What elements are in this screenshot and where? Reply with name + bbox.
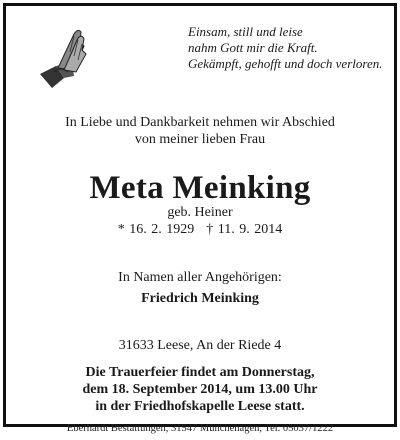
death-date: † 11. 9. 2014 (206, 222, 283, 237)
mourners-intro: In Namen aller Angehörigen: (118, 270, 282, 285)
praying-hands-icon (34, 22, 94, 90)
funeral-info (6, 364, 394, 415)
obituary-notice (3, 3, 397, 427)
verse-line: Gekämpft, gehofft und doch verloren. (188, 56, 383, 71)
funeral-home-footer: Eberhardt Bestattungen, 31547 Münchehagen, Tel. 05037/1222 (66, 423, 334, 434)
farewell-intro (6, 114, 394, 148)
life-dates (6, 221, 394, 238)
birth-name: geb. Heiner (167, 205, 233, 220)
funeral-line: dem 18. September 2014, um 13.00 Uhr (82, 382, 318, 397)
deceased-name: Meta Meinking (89, 170, 311, 206)
funeral-line: in der Friedhofskapelle Leese statt. (95, 399, 305, 414)
address: 31633 Leese, An der Riede 4 (118, 338, 282, 353)
funeral-line: Die Trauerfeier findet am Donnerstag, (85, 365, 315, 380)
intro-line: von meiner lieben Frau (134, 132, 266, 147)
verse-line: nahm Gott mir die Kraft. (188, 40, 318, 55)
mourner-name: Friedrich Meinking (141, 291, 259, 306)
birth-date: * 16. 2. 1929 (117, 222, 195, 237)
intro-line: In Liebe und Dankbarkeit nehmen wir Abschied (65, 115, 335, 130)
verse-line: Einsam, still und leise (188, 24, 303, 39)
verse (188, 24, 393, 72)
